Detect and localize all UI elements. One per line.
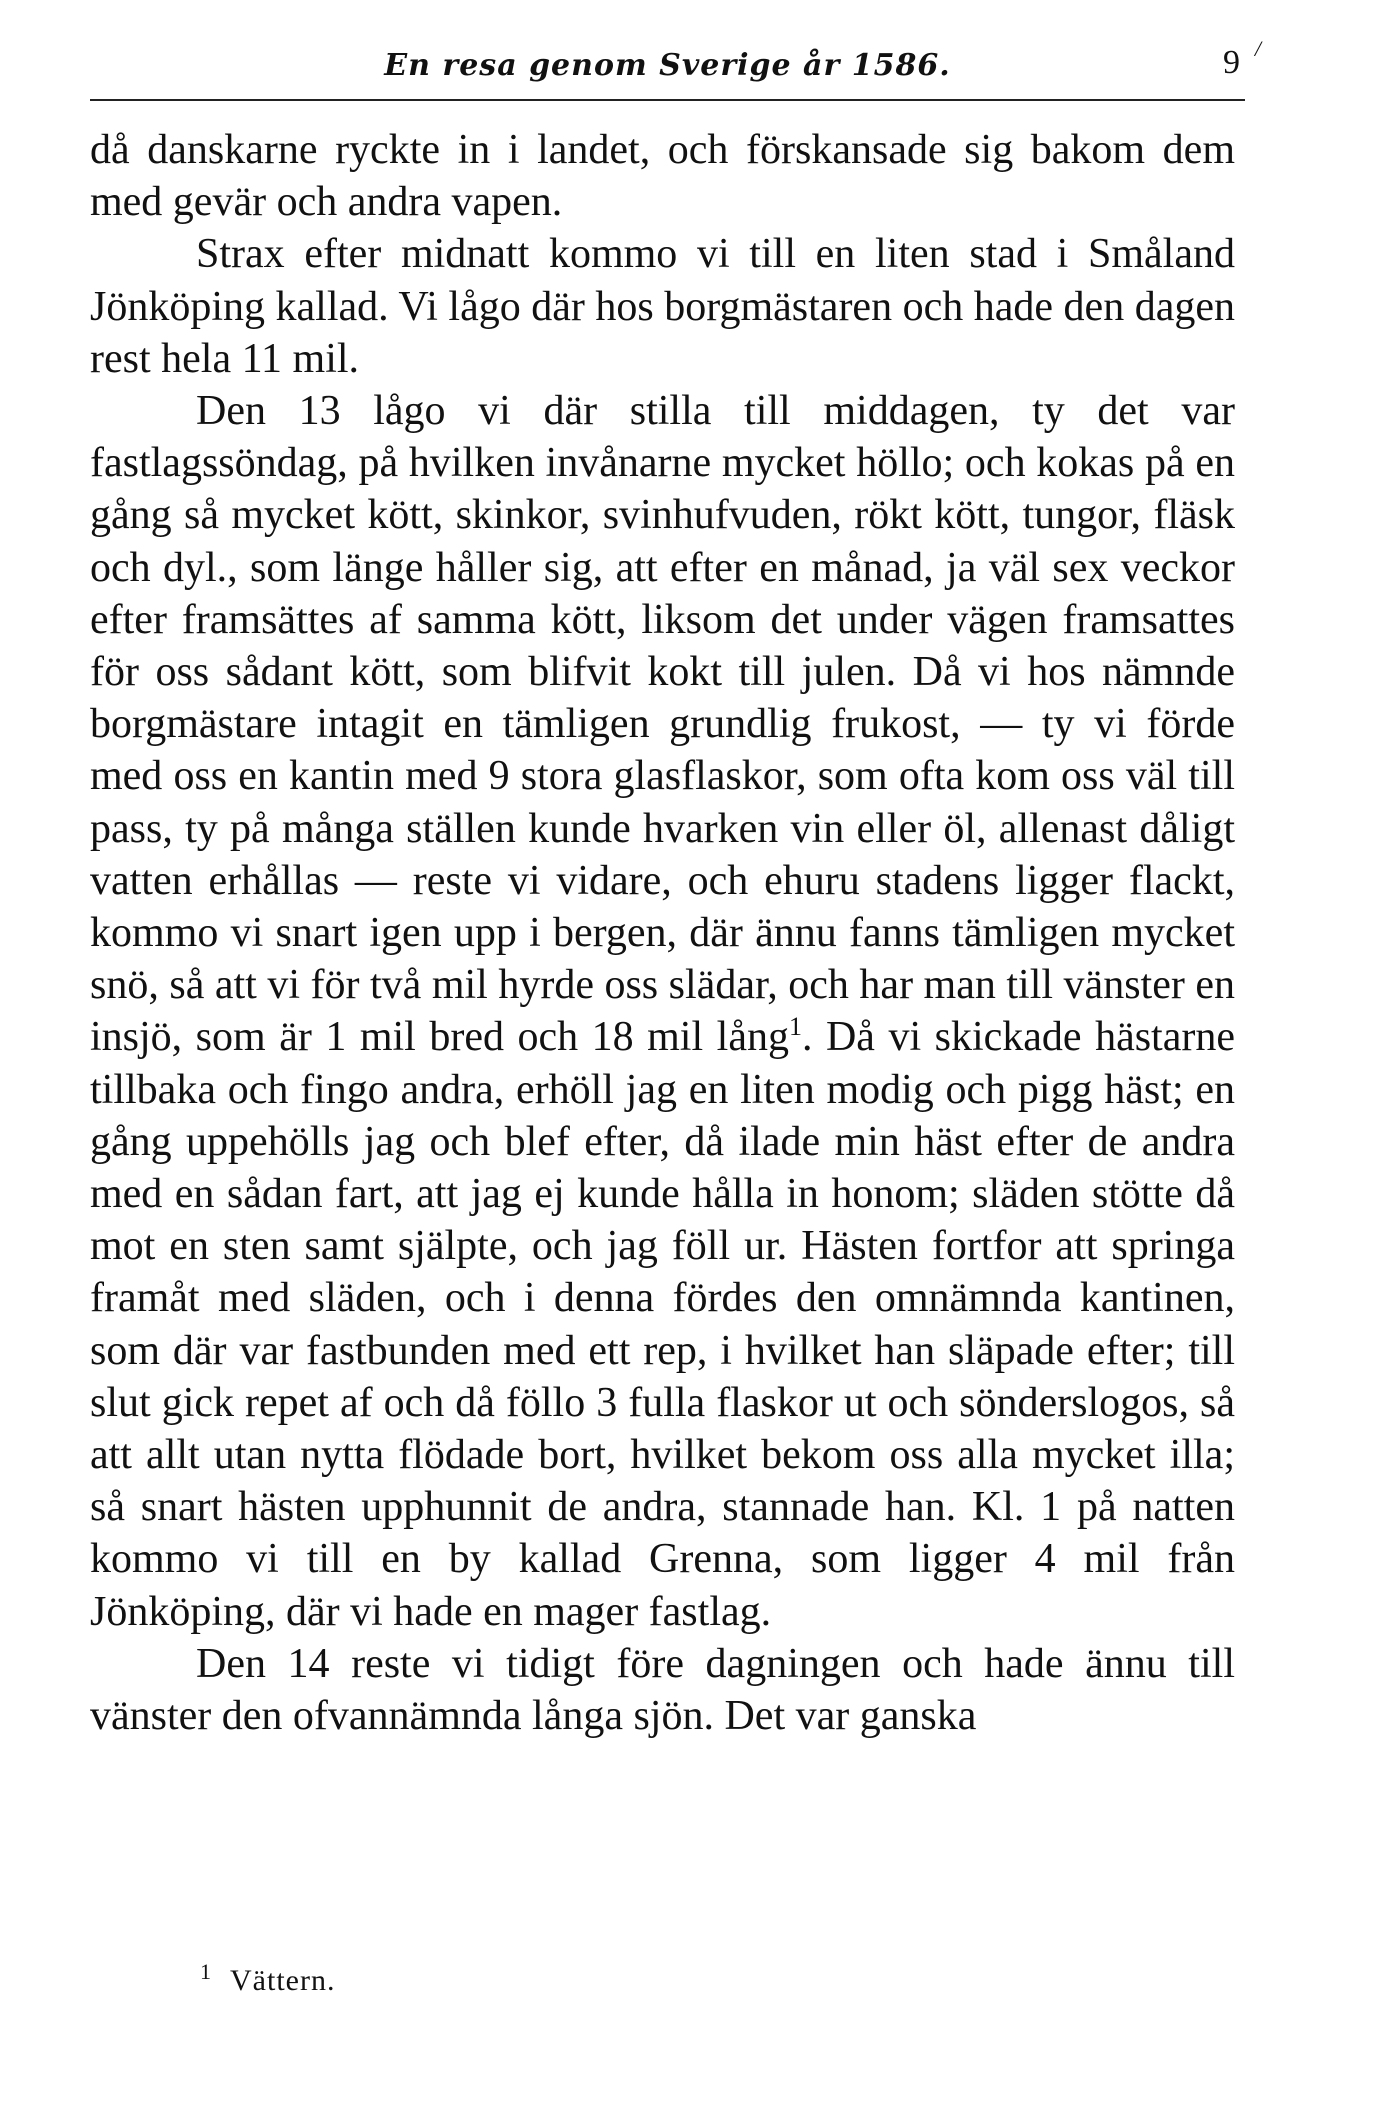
corner-mark: / [1254,36,1261,61]
paragraph-3-part-a: Den 13 lågo vi där stilla till middagen, ty det var fastlagssöndag, på hvilken invånarne mycket höllo; och kokas på en gång så mycket kött, skinkor, svinhufvuden, rökt kött, tungor, fläsk och dyl., som länge håller sig, att efter en månad, ja väl sex veckor efter framsättes af samma kött, liksom det under vägen framsattes för oss sådant kött, som blifvit kokt till julen. Då vi hos nämnde borgmästare intagit en tämligen grundlig frukost, — ty vi förde med oss en kantin med 9 stora glasflaskor, som ofta kom oss väl till pass, ty på många ställen kunde hvarken vin eller öl, allenast dåligt vatten erhållas — reste vi vidare, och ehuru stadens ligger flackt, kommo vi snart igen upp i bergen, där ännu fanns tämligen mycket snö, så att vi för två mil hyrde oss slädar, och har man till vänster en insjö, som är 1 mil bred och 18 mil lång [90,388,1235,1061]
paragraph-3 [90,385,1235,1638]
footnote-reference: 1 [788,1012,802,1042]
page-header [90,36,1261,104]
paragraph-3-part-b: . Då vi skickade hästarne tillbaka och fingo andra, erhöll jag en liten modig och pigg häst; en gång uppehölls jag och blef efter, då ilade min häst efter de andra med en sådan fart, att jag ej kunde hålla in honom; släden stötte då mot en sten samt själpte, och jag föll ur. Hästen fortfor att springa framåt med släden, och i denna fördes den omnämnda kantinen, som där var fastbunden med ett rep, i hvilket han släpade efter; till slut gick repet af och då föllo 3 fulla flaskor ut och sönderslogos, så att allt utan nytta flödade bort, hvilket bekom oss alla mycket illa; så snart hästen upphunnit de andra, stannade han. Kl. 1 på natten kommo vi till en by kallad Grenna, som ligger 4 mil från Jönköping, där vi hade en mager fastlag. [90,1014,1235,1635]
body-text [90,124,1235,1742]
footnote-text: Vättern. [230,1964,336,1997]
page-number: 9 [1223,44,1240,81]
footnote [200,1959,336,1998]
header-rule [90,99,1245,101]
paragraph-4: Den 14 reste vi tidigt före dagningen och hade ännu till vänster den ofvannämnda långa sjön. Det var ganska [90,1640,1235,1740]
running-title: En resa genom Sverige år 1586. [384,48,951,83]
footnote-number: 1 [200,1959,212,1984]
paragraph-1: då danskarne ryckte in i landet, och förskansade sig bakom dem med gevär och andra vapen. [90,127,1235,226]
paragraph-2: Strax efter midnatt kommo vi till en liten stad i Småland Jönköping kallad. Vi lågo där hos borgmästaren och hade den dagen rest hela 11 mil. [90,231,1235,382]
